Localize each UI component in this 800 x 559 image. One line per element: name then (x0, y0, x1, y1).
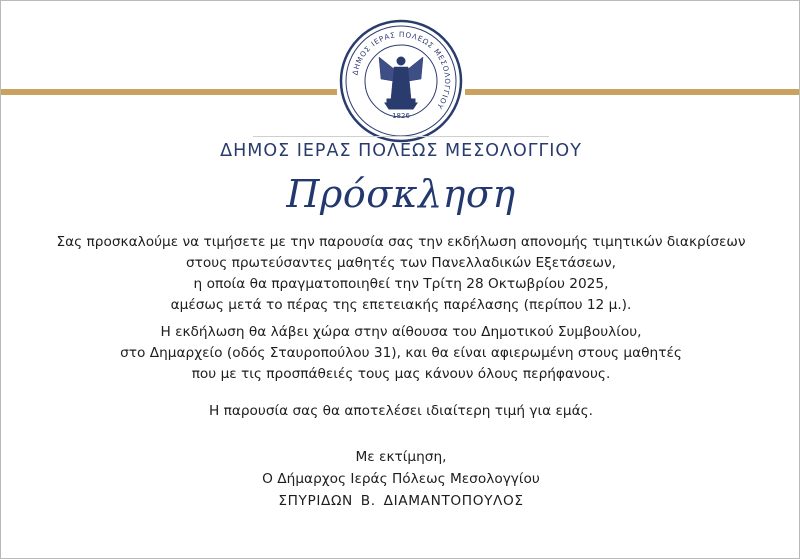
municipality-name: ΔΗΜΟΣ ΙΕΡΑΣ ΠΟΛΕΩΣ ΜΕΣΟΛΟΓΓΙΟΥ (220, 141, 582, 161)
header-rule (253, 136, 549, 137)
paragraph-line: Σας προσκαλούμε να τιμήσετε με την παρουσία σας την εκδήλωση απονομής τιμητικών διακρίσεων (56, 234, 746, 250)
seal-text: ΔΗΜΟΣ ΙΕΡΑΣ ΠΟΛΕΩΣ ΜΕΣΟΛΟΓΓΙΟΥ (350, 29, 453, 112)
signoff-name: ΣΠΥΡΙΔΩΝ Β. ΔΙΑΜΑΝΤΟΠΟΥΛΟΣ (278, 493, 524, 509)
signoff-role: Ο Δήμαρχος Ιεράς Πόλεως Μεσολογγίου (262, 471, 540, 487)
paragraph-line: η οποία θα πραγματοποιηθεί την Τρίτη 28 Οκτωβρίου 2025, (193, 276, 609, 292)
gold-divider-right (465, 89, 799, 95)
page-title: Πρόσκληση (286, 172, 516, 216)
paragraph-line: που με τις προσπάθειές τους μας κάνουν όλους περήφανους. (191, 366, 611, 382)
municipal-seal-icon (339, 19, 463, 143)
paragraph-line: στο Δημαρχείο (οδός Σταυροπούλου 31), και θα είναι αφιερωμένη στους μαθητές (120, 345, 682, 361)
paragraph-line: στους πρωτεύσαντες μαθητές των Πανελλαδικών Εξετάσεων, (185, 255, 616, 271)
paragraph-venue (21, 322, 781, 385)
paragraph-invitation (21, 232, 781, 316)
paragraph-line: Η παρουσία σας θα αποτελέσει ιδιαίτερη τιμή για εμάς. (208, 403, 594, 419)
seal-year: 1826 (392, 112, 410, 120)
paragraph-line: αμέσως μετά το πέρας της επετειακής παρέλασης (περίπου 12 μ.). (170, 297, 632, 313)
paragraph-line: Η εκδήλωση θα λάβει χώρα στην αίθουσα του Δημοτικού Συμβουλίου, (160, 324, 642, 340)
paragraph-closing-remark (21, 401, 781, 422)
signature-block (21, 446, 781, 512)
gold-divider-left (1, 89, 337, 95)
signoff-closing: Με εκτίμηση, (355, 449, 447, 465)
